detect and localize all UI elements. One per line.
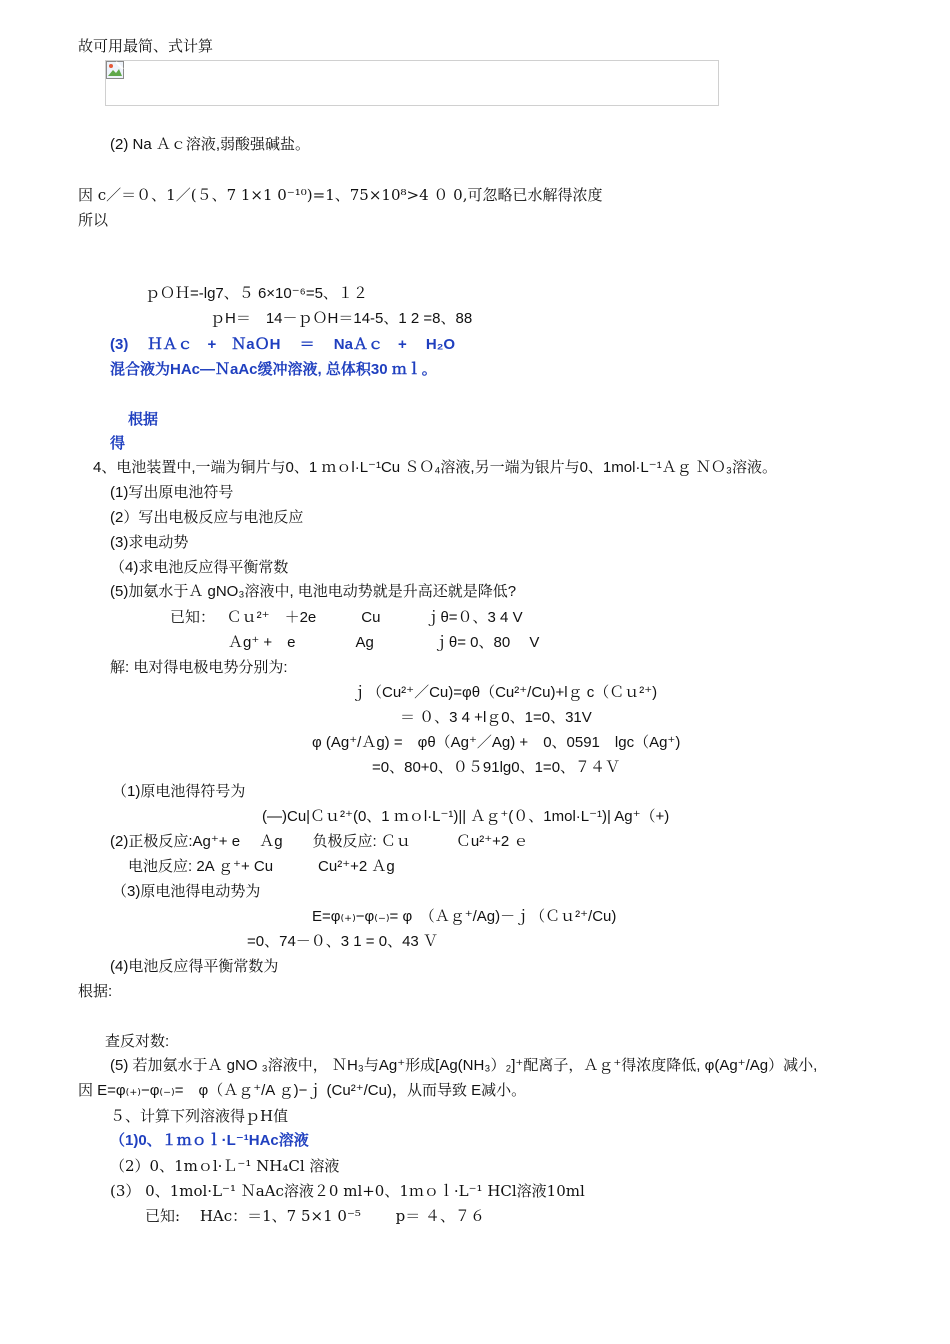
text-line: Ａg⁺ + e Ag ｊθ= 0、80 V: [228, 634, 540, 651]
text-line: ｊ（Cu²⁺／Cu)=φθ（Cu²⁺/Cu)+lｇ c（Ｃｕ²⁺): [352, 684, 658, 701]
text-line: (3） 0、1mol·L⁻¹ ＮaAc溶液２0 ml+0、1ｍｏｌ·L⁻¹ HCl溶液10ml: [110, 1182, 585, 1200]
text-line: (5) 若加氨水于Ａ gNO ₃溶液中， ＮH₃与Ag⁺形成[Ag(NH₃）₂]⁺配离子，Ａｇ⁺得浓度降低, φ(Ag⁺/Ag）减小,: [110, 1057, 818, 1074]
text-line: 电池反应: 2A ｇ⁺+ Cu Cu²⁺+2 Ａg: [128, 858, 395, 875]
text-line: ＝ ０、3 4 +lｇ0、1=0、31V: [400, 709, 592, 726]
text-line: =0、74－０、3 1 = 0、43 Ｖ: [247, 933, 438, 950]
text-line: (2）写出电极反应与电池反应: [110, 509, 304, 526]
text-line: E=φ₍₊₎−φ₍₋₎= φ （Ａｇ⁺/Ag)－ｊ（Ｃｕ²⁺/Cu): [312, 908, 617, 925]
text-line: (5)加氨水于Ａ gNO₃溶液中, 电池电动势就是升高还就是降低?: [110, 583, 517, 600]
text-line: (—)Cu|Ｃｕ²⁺(0、1 ｍｏl·L⁻¹)|| Ａｇ⁺(０、1mol·L⁻¹)| Ag⁺（+): [262, 808, 670, 825]
text-line: ｐＯＨ=-lg7、５ 6×10⁻⁶=5、１２: [145, 285, 368, 302]
text-line: (1)写出原电池符号: [110, 484, 234, 501]
text-line: φ (Ag⁺/Ａg) = φθ（Ag⁺／Ag) + 0、0591 lgc（Ag⁺): [312, 734, 681, 751]
text-line: 根据: [128, 411, 159, 428]
text-line: （3)原电池得电动势为: [112, 883, 261, 900]
text-line: （1)0、１ｍｏｌ·L⁻¹HAc溶液: [110, 1132, 309, 1149]
text-line: 因 E=φ₍₊₎−φ₍₋₎= φ（Ａｇ⁺/A ｇ)−ｊ (Cu²⁺/Cu)，从而导致 E减小。: [78, 1082, 527, 1099]
text-line: ５、计算下列溶液得ｐH值: [110, 1107, 289, 1125]
text-line: (2)正极反应:Ag⁺+ e Ａg 负极反应: Ｃｕ Ｃu²⁺+2 ｅ: [110, 833, 529, 850]
text-line: 得: [110, 435, 126, 452]
text-line: （1)原电池得符号为: [112, 783, 246, 800]
text-line: ｐH＝ 14－ｐＯH＝14-5、1 2 =8、88: [210, 310, 473, 327]
text-line: (4)电池反应得平衡常数为: [110, 958, 279, 975]
text-line: (3)求电动势: [110, 534, 189, 551]
text-line: 查反对数:: [105, 1033, 170, 1050]
text-line: (2) Na Ａｃ溶液,弱酸强碱盐。: [110, 136, 311, 153]
formula-image-placeholder: [105, 60, 719, 106]
text-line: （2）0、1mｏl·Ｌ⁻¹ NH₄Cl 溶液: [110, 1157, 340, 1175]
text-line: （4)求电池反应得平衡常数: [110, 559, 289, 576]
text-line: 4、电池装置中,一端为铜片与0、1 ｍｏl·L⁻¹Cu ＳＯ₄溶液,另一端为银片与0、1mol·L⁻¹Ａｇ ＮＯ₃溶液。: [93, 459, 777, 476]
text-line: 根据:: [78, 983, 113, 1000]
text-line: (3) ＨＡｃ + ＮaＯH ＝ NaＡｃ + H₂O: [110, 336, 456, 353]
text-line: 故可用最简、式计算: [78, 37, 214, 55]
text-line: 因 c／＝０、1／(５、7 1×1 0⁻¹⁰)=1、75×10⁸>4 ０ 0,可忽略已水解得浓度: [78, 186, 603, 204]
broken-image-icon: [106, 61, 124, 79]
text-line: 已知: HAc：＝1、7 5×1 0⁻⁵ p＝ ４、７６: [145, 1207, 486, 1225]
text-line: =0、80+0、０５91lg0、1=0、７４Ｖ: [372, 759, 621, 776]
text-line: 解: 电对得电极电势分别为:: [110, 659, 288, 676]
text-line: 所以: [78, 211, 109, 229]
text-line: 已知： Ｃｕ²⁺ ＋2e Cu ｊθ=０、3 4 V: [170, 609, 523, 626]
text-line: 混合液为HAc—ＮaAc缓冲溶液, 总体积30 ｍｌ。: [110, 361, 437, 378]
